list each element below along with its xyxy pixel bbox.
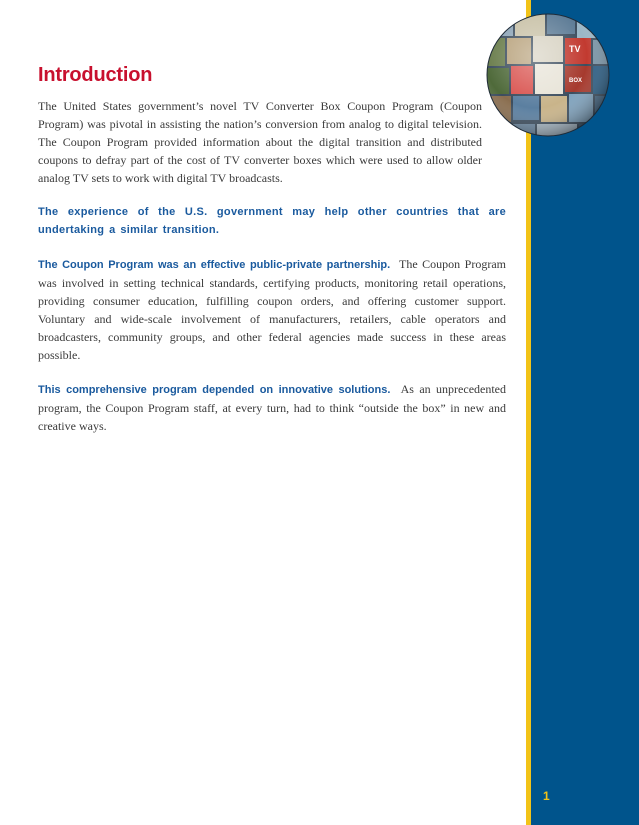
main-content xyxy=(38,64,506,451)
solutions-paragraph xyxy=(38,380,506,435)
partnership-body: The Coupon Program was involved in setting technical standards, certifying products, monitoring retail operations, providing consumer education, fulfilling coupon orders, and offering customer support. Voluntary and wide-scale involvement of manufacturers, retailers, cable operators and broadcasters, community groups, and other federal agencies made success in these areas possible. xyxy=(38,257,506,362)
solutions-body: As an unprecedented program, the Coupon Program staff, at every turn, had to think “outside the box” in new and creative ways. xyxy=(38,382,507,433)
experience-paragraph: The experience of the U.S. government may help other countries that are undertaking a similar transition. xyxy=(38,206,506,236)
page-number: 1 xyxy=(543,789,550,803)
solutions-lead: This comprehensive program depended on innovative solutions. xyxy=(38,384,391,396)
partnership-paragraph xyxy=(38,255,506,364)
partnership-lead: The Coupon Program was an effective public-private partnership. xyxy=(38,259,391,271)
intro-paragraph: The United States government’s novel TV Converter Box Coupon Program (Coupon Program) was pivotal in assisting the nation’s conversion from analog to digital television. The Coupon Program provided information about the digital transition and distributed coupons to defray part of the cost of TV converter boxes which were used to allow older analog TV sets to work with digital TV broadcasts. xyxy=(38,99,482,185)
page-title: Introduction xyxy=(38,64,153,86)
